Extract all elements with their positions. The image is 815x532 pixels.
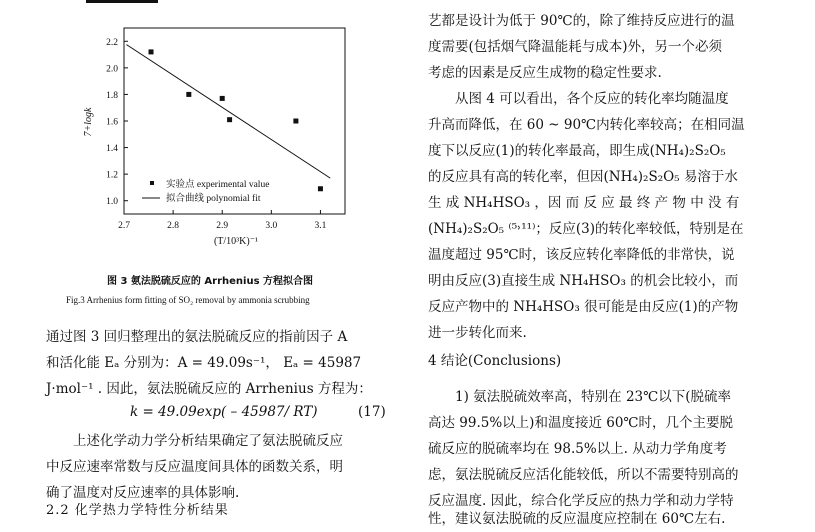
data-point <box>186 92 191 97</box>
right-line: 艺都是设计为低于 90℃的，除了维持反应进行的温 <box>428 13 735 29</box>
x-axis-ticks <box>118 210 327 231</box>
conclusion-line: 硫反应的脱硫率均在 98.5%以上. 从动力学角度考 <box>428 441 727 457</box>
right-line: 考虑的因素是反应生成物的稳定性要求. <box>428 65 662 81</box>
x-axis-label: (T/10³K)⁻¹ <box>213 236 259 247</box>
data-point <box>293 119 298 124</box>
y-tick-label: 1.4 <box>106 144 118 155</box>
left-paragraph-line: 中反应速率常数与反应温度间具体的函数关系，明 <box>46 459 343 475</box>
data-point <box>227 117 232 122</box>
y-tick-label: 1.0 <box>106 197 118 208</box>
right-line: 升高而降低，在 60 ~ 90℃内转化率较高；在相同温 <box>428 117 745 133</box>
chart-svg <box>80 0 380 262</box>
conclusion-line: 反应温度. 因此，综合化学反应的热力学和动力学特 <box>428 493 734 509</box>
legend-fit-label: 拟合曲线 polynomial fit <box>166 194 261 204</box>
x-tick-label: 3.0 <box>265 221 278 231</box>
y-tick-label: 2.2 <box>106 37 118 48</box>
right-line: 度需要(包括烟气降温能耗与成本)外，另一个必须 <box>428 39 723 55</box>
conclusion-line: 1) 氨法脱硫效率高，特别在 23℃以下(脱硫率 <box>428 389 731 405</box>
data-points <box>149 49 323 191</box>
right-line: (NH₄)₂S₂O₅ ⁽⁵˒¹¹⁾；反应(3)的转化率较低，特别是在 <box>428 221 744 237</box>
arrhenius-chart <box>80 0 380 262</box>
left-line: 通过图 3 回归整理出的氨法脱硫反应的指前因子 A <box>46 329 348 345</box>
figure-caption-en: Fig.3 Arrhenius form fitting of SO₂ removal by ammonia scrubbing <box>66 295 310 305</box>
y-axis-ticks <box>106 38 128 207</box>
equation-number: (17) <box>358 404 386 420</box>
y-axis-label: 7+logk <box>83 107 94 137</box>
y-tick-label: 1.6 <box>106 117 118 128</box>
arrhenius-equation: k = 49.09exp( – 45987/ RT) <box>130 404 318 420</box>
section-heading-conclusions: 4 结论(Conclusions) <box>428 353 562 369</box>
section-heading-2-2: 2.2 化学热力学特性分析结果 <box>46 503 229 518</box>
y-tick-label: 2.0 <box>106 64 118 75</box>
y-tick-label: 1.2 <box>106 170 118 181</box>
legend-points-label: 实验点 experimental value <box>166 180 270 190</box>
fit-line <box>126 45 330 179</box>
right-line: 从图 4 可以看出，各个反应的转化率均随温度 <box>428 91 729 107</box>
legend-point-marker <box>150 181 154 185</box>
right-line: 明由反应(3)直接生成 NH₄HSO₃ 的机会比较小，而 <box>428 273 739 289</box>
right-line: 反应产物中的 NH₄HSO₃ 很可能是由反应(1)的产物 <box>428 299 739 315</box>
x-tick-label: 2.8 <box>167 221 180 231</box>
left-paragraph-line: 上述化学动力学分析结果确定了氨法脱硫反应 <box>73 433 343 449</box>
left-paragraph-line: 确了温度对反应速率的具体影响. <box>46 485 240 501</box>
x-tick-label: 3.1 <box>314 221 327 231</box>
left-line: J·mol⁻¹ . 因此，氨法脱硫反应的 Arrhenius 方程为： <box>46 381 372 397</box>
x-tick-label: 2.7 <box>118 221 130 231</box>
right-line: 进一步转化而来. <box>428 325 527 341</box>
data-point <box>220 96 225 101</box>
conclusion-line: 虑，氨法脱硫反应活化能较低，所以不需要特别高的 <box>428 467 739 483</box>
right-line: 的反应具有高的转化率，但因(NH₄)₂S₂O₅ 易溶于水 <box>428 169 738 185</box>
right-line: 温度超过 95℃时，该反应转化率降低的非常快，说 <box>428 247 735 263</box>
right-line: 度下以反应(1)的转化率最高，即生成(NH₄)₂S₂O₅ <box>428 143 726 159</box>
y-tick-label: 1.8 <box>106 90 118 101</box>
conclusion-line: 高达 99.5%以上)和温度接近 60℃时，几个主要脱 <box>428 415 734 431</box>
conclusion-line: 性，建议氨法脱硫的反应温度应控制在 60℃左右. <box>428 511 726 527</box>
right-line: 生 成 NH₄HSO₃ ，因 而 反 应 最 终 产 物 中 没 有 <box>428 195 740 211</box>
data-point <box>149 49 154 54</box>
figure-caption-cn: 图 3 氨法脱硫反应的 Arrhenius 方程拟合图 <box>107 276 314 287</box>
data-point <box>318 186 323 191</box>
x-tick-label: 2.9 <box>216 221 229 231</box>
left-line: 和活化能 Eₐ 分别为：A = 49.09s⁻¹， Eₐ = 45987 <box>46 355 362 371</box>
